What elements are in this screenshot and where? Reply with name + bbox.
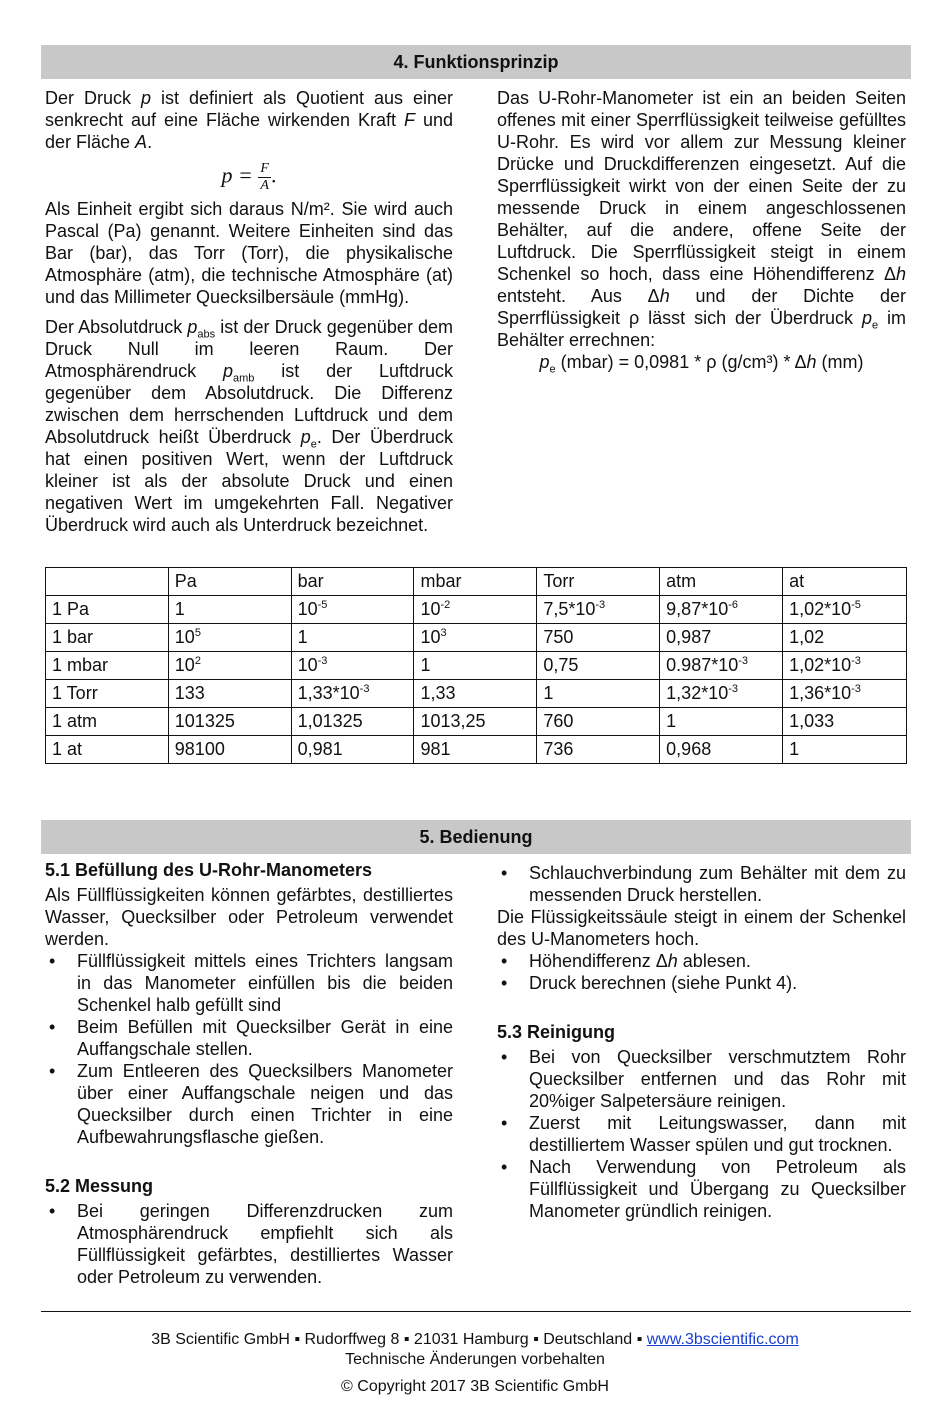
table-cell: 1 <box>537 680 660 708</box>
table-cell: 750 <box>537 624 660 652</box>
table-header-cell: mbar <box>414 568 537 596</box>
section-5-2-list-end <box>497 950 906 994</box>
footer-address: 3B Scientific GmbH ▪ Rudorffweg 8 ▪ 21031 Hamburg ▪ Deutschland ▪ www.3bscientific.com <box>151 1331 799 1348</box>
table-cell: $10^3$ <box>414 624 537 652</box>
list-item: • Zuerst mit Leitungswasser, dann mit destilliertem Wasser spülen und gut trocknen. <box>497 1112 906 1156</box>
table-cell: $10^{-2}$ <box>414 596 537 624</box>
table-cell: $10^5$ <box>168 624 291 652</box>
table-cell: 1,33 <box>414 680 537 708</box>
list-item: • Nach Verwendung von Petroleum als Füllflüssigkeit und Übergang zu Quecksilber Manometer gründlich reinigen. <box>497 1156 906 1222</box>
table-cell: $10^2$ <box>168 652 291 680</box>
section-5-2-list-continued <box>497 862 906 906</box>
list-item: • Höhendifferenz Δh ablesen. <box>497 950 906 972</box>
table-cell: 1 <box>414 652 537 680</box>
table-cell: $1,36*10^{-3}$ <box>783 680 907 708</box>
list-item: • Druck berechnen (siehe Punkt 4). <box>497 972 906 994</box>
footer-notice: Technische Änderungen vorbehalten <box>345 1351 605 1368</box>
section-5-2-title: 5.2 Messung <box>45 1176 154 1196</box>
pressure-definition-paragraph: Der Druck p ist definiert als Quotient aus einer senkrecht auf eine Fläche wirkenden Kraft F und der Fläche A. <box>45 88 453 152</box>
section-5-1-text: Als Füllflüssigkeiten können gefärbtes, destilliertes Wasser, Quecksilber oder Petroleum verwendet werden. <box>45 885 453 949</box>
table-cell: 101325 <box>168 708 291 736</box>
u-tube-description-paragraph: Das U-Rohr-Manometer ist ein an beiden Seiten offenes mit einer Sperrflüssigkeit teilweise gefülltes U-Rohr. Es wird vor allem zur Messung kleiner Drücke und Druckdifferenzen eingesetzt. Auf die Sperrflüssigkeit wirkt von der einen Seite der zu messende Druck in einem angeschlossenen Behälter, auf die andere, offene Seite der Luftdruck. Die Sperrflüssigkeit steigt in einem Schenkel so hoch, dass eine Höhendifferenz Δh entsteht. Aus Δh und der Dichte der Sperrflüssigkeit ρ lässt sich der Überdruck $p_e$ im Behälter errechnen: <box>497 88 907 350</box>
table-cell: 0,968 <box>660 736 783 764</box>
table-row <box>46 680 907 708</box>
table-cell: 981 <box>414 736 537 764</box>
table-header-row <box>46 568 907 596</box>
table-row <box>46 652 907 680</box>
section-5-right-column <box>497 862 906 1222</box>
table-header-cell: bar <box>291 568 414 596</box>
table-row <box>46 624 907 652</box>
table-header-cell: at <box>783 568 907 596</box>
table-cell: $10^{-5}$ <box>291 596 414 624</box>
table-header-cell: atm <box>660 568 783 596</box>
table-cell: $10^{-3}$ <box>291 652 414 680</box>
table-cell: $1,32*10^{-3}$ <box>660 680 783 708</box>
table-cell: 1 <box>783 736 907 764</box>
table-cell: $1,33*10^{-3}$ <box>291 680 414 708</box>
table-row <box>46 596 907 624</box>
table-cell: $1,02*10^{-5}$ <box>783 596 907 624</box>
table-cell: $1,02*10^{-3}$ <box>783 652 907 680</box>
table-cell: 1 <box>168 596 291 624</box>
table-cell: 1 <box>660 708 783 736</box>
table-cell: 1 atm <box>46 708 169 736</box>
table-header-cell <box>46 568 169 596</box>
table-cell: $9,87*10^{-6}$ <box>660 596 783 624</box>
list-item: • Bei geringen Differenzdrucken zum Atmosphärendruck empfiehlt sich als Füllflüssigkeit gefärbtes, destilliertes Wasser oder Petroleum zu verwenden. <box>45 1200 453 1288</box>
table-cell: 0,75 <box>537 652 660 680</box>
table-header-cell: Torr <box>537 568 660 596</box>
section-5-1-title: 5.1 Befüllung des U-Rohr-Manometers <box>45 860 373 880</box>
table-cell: 98100 <box>168 736 291 764</box>
section-4-left-column <box>45 87 453 536</box>
section-5-2-list <box>45 1200 453 1288</box>
pressure-formula: p = $\frac{F}{A}$ . <box>221 161 277 193</box>
section-5-left-column <box>45 858 453 1288</box>
list-item: • Füllflüssigkeit mittels eines Trichters langsam in das Manometer einfüllen bis die beiden Schenkel halb gefüllt sind <box>45 950 453 1016</box>
list-item: • Bei von Quecksilber verschmutztem Rohr Quecksilber entfernen und das Rohr mit 20%iger Salpetersäure reinigen. <box>497 1046 906 1112</box>
table-cell: 1 at <box>46 736 169 764</box>
section-5-3-title: 5.3 Reinigung <box>497 1022 616 1042</box>
absolute-pressure-paragraph: Der Absolutdruck $p_{abs}$ ist der Druck gegenüber dem Druck Null im leeren Raum. Der Atmosphärendruck $p_{amb}$ ist der Luftdruck gegenüber dem Absolutdruck. Die Differenz zwischen dem herrschenden Luftdruck und dem Absolutdruck heißt Überdruck $p_e$. Der Überdruck hat einen positiven Wert, wenn der Luftdruck kleiner ist als der absolute Druck und einen negativen Wert im umgekehrten Fall. Negativer Überdruck wird auch als Unterdruck bezeichnet. <box>45 317 453 535</box>
table-cell: 133 <box>168 680 291 708</box>
table-cell: 1 Pa <box>46 596 169 624</box>
table-cell: 1 bar <box>46 624 169 652</box>
section-5-heading: 5. Bedienung <box>41 820 911 854</box>
footer-divider <box>41 1311 911 1312</box>
table-cell: $0.987*10^{-3}$ <box>660 652 783 680</box>
table-cell: 736 <box>537 736 660 764</box>
table-row <box>46 708 907 736</box>
unit-conversion-table <box>45 567 907 764</box>
list-item: • Beim Befüllen mit Quecksilber Gerät in eine Auffangschale stellen. <box>45 1016 453 1060</box>
website-link[interactable]: www.3bscientific.com <box>646 1331 799 1348</box>
overpressure-equation: $p_e$ (mbar) = 0,0981 * ρ (g/cm³) * Δh (mm) <box>539 352 864 376</box>
table-cell: 760 <box>537 708 660 736</box>
table-header-cell: Pa <box>168 568 291 596</box>
table-cell: 1 Torr <box>46 680 169 708</box>
list-item: • Zum Entleeren des Quecksilbers Manometer über einer Auffangschale neigen und das Quecksilber durch einen Trichter in eine Aufbewahrungsflasche gießen. <box>45 1060 453 1148</box>
table-cell: 0,981 <box>291 736 414 764</box>
section-4-right-column <box>497 87 907 376</box>
table-cell: 0,987 <box>660 624 783 652</box>
table-cell: 1 mbar <box>46 652 169 680</box>
table-cell: 1,01325 <box>291 708 414 736</box>
table-cell: 1,033 <box>783 708 907 736</box>
section-4-heading: 4. Funktionsprinzip <box>41 45 911 79</box>
units-paragraph: Als Einheit ergibt sich daraus N/m². Sie wird auch Pascal (Pa) genannt. Weitere Einheiten sind das Bar (bar), das Torr (Torr), die physikalische Atmosphäre (atm), die technische Atmosphäre (at) und das Millimeter Quecksilbersäule (mmHg). <box>45 199 453 307</box>
table-cell: 1013,25 <box>414 708 537 736</box>
table-cell: $7,5*10^{-3}$ <box>537 596 660 624</box>
table-row <box>46 736 907 764</box>
list-item: • Schlauchverbindung zum Behälter mit dem zu messenden Druck herstellen. <box>497 862 906 906</box>
table-cell: 1 <box>291 624 414 652</box>
footer-copyright: © Copyright 2017 3B Scientific GmbH <box>341 1378 609 1395</box>
section-5-3-list <box>497 1046 906 1222</box>
section-5-2-text: Die Flüssigkeitssäule steigt in einem der Schenkel des U-Manometers hoch. <box>497 907 906 949</box>
section-5-1-list <box>45 950 453 1148</box>
table-cell: 1,02 <box>783 624 907 652</box>
